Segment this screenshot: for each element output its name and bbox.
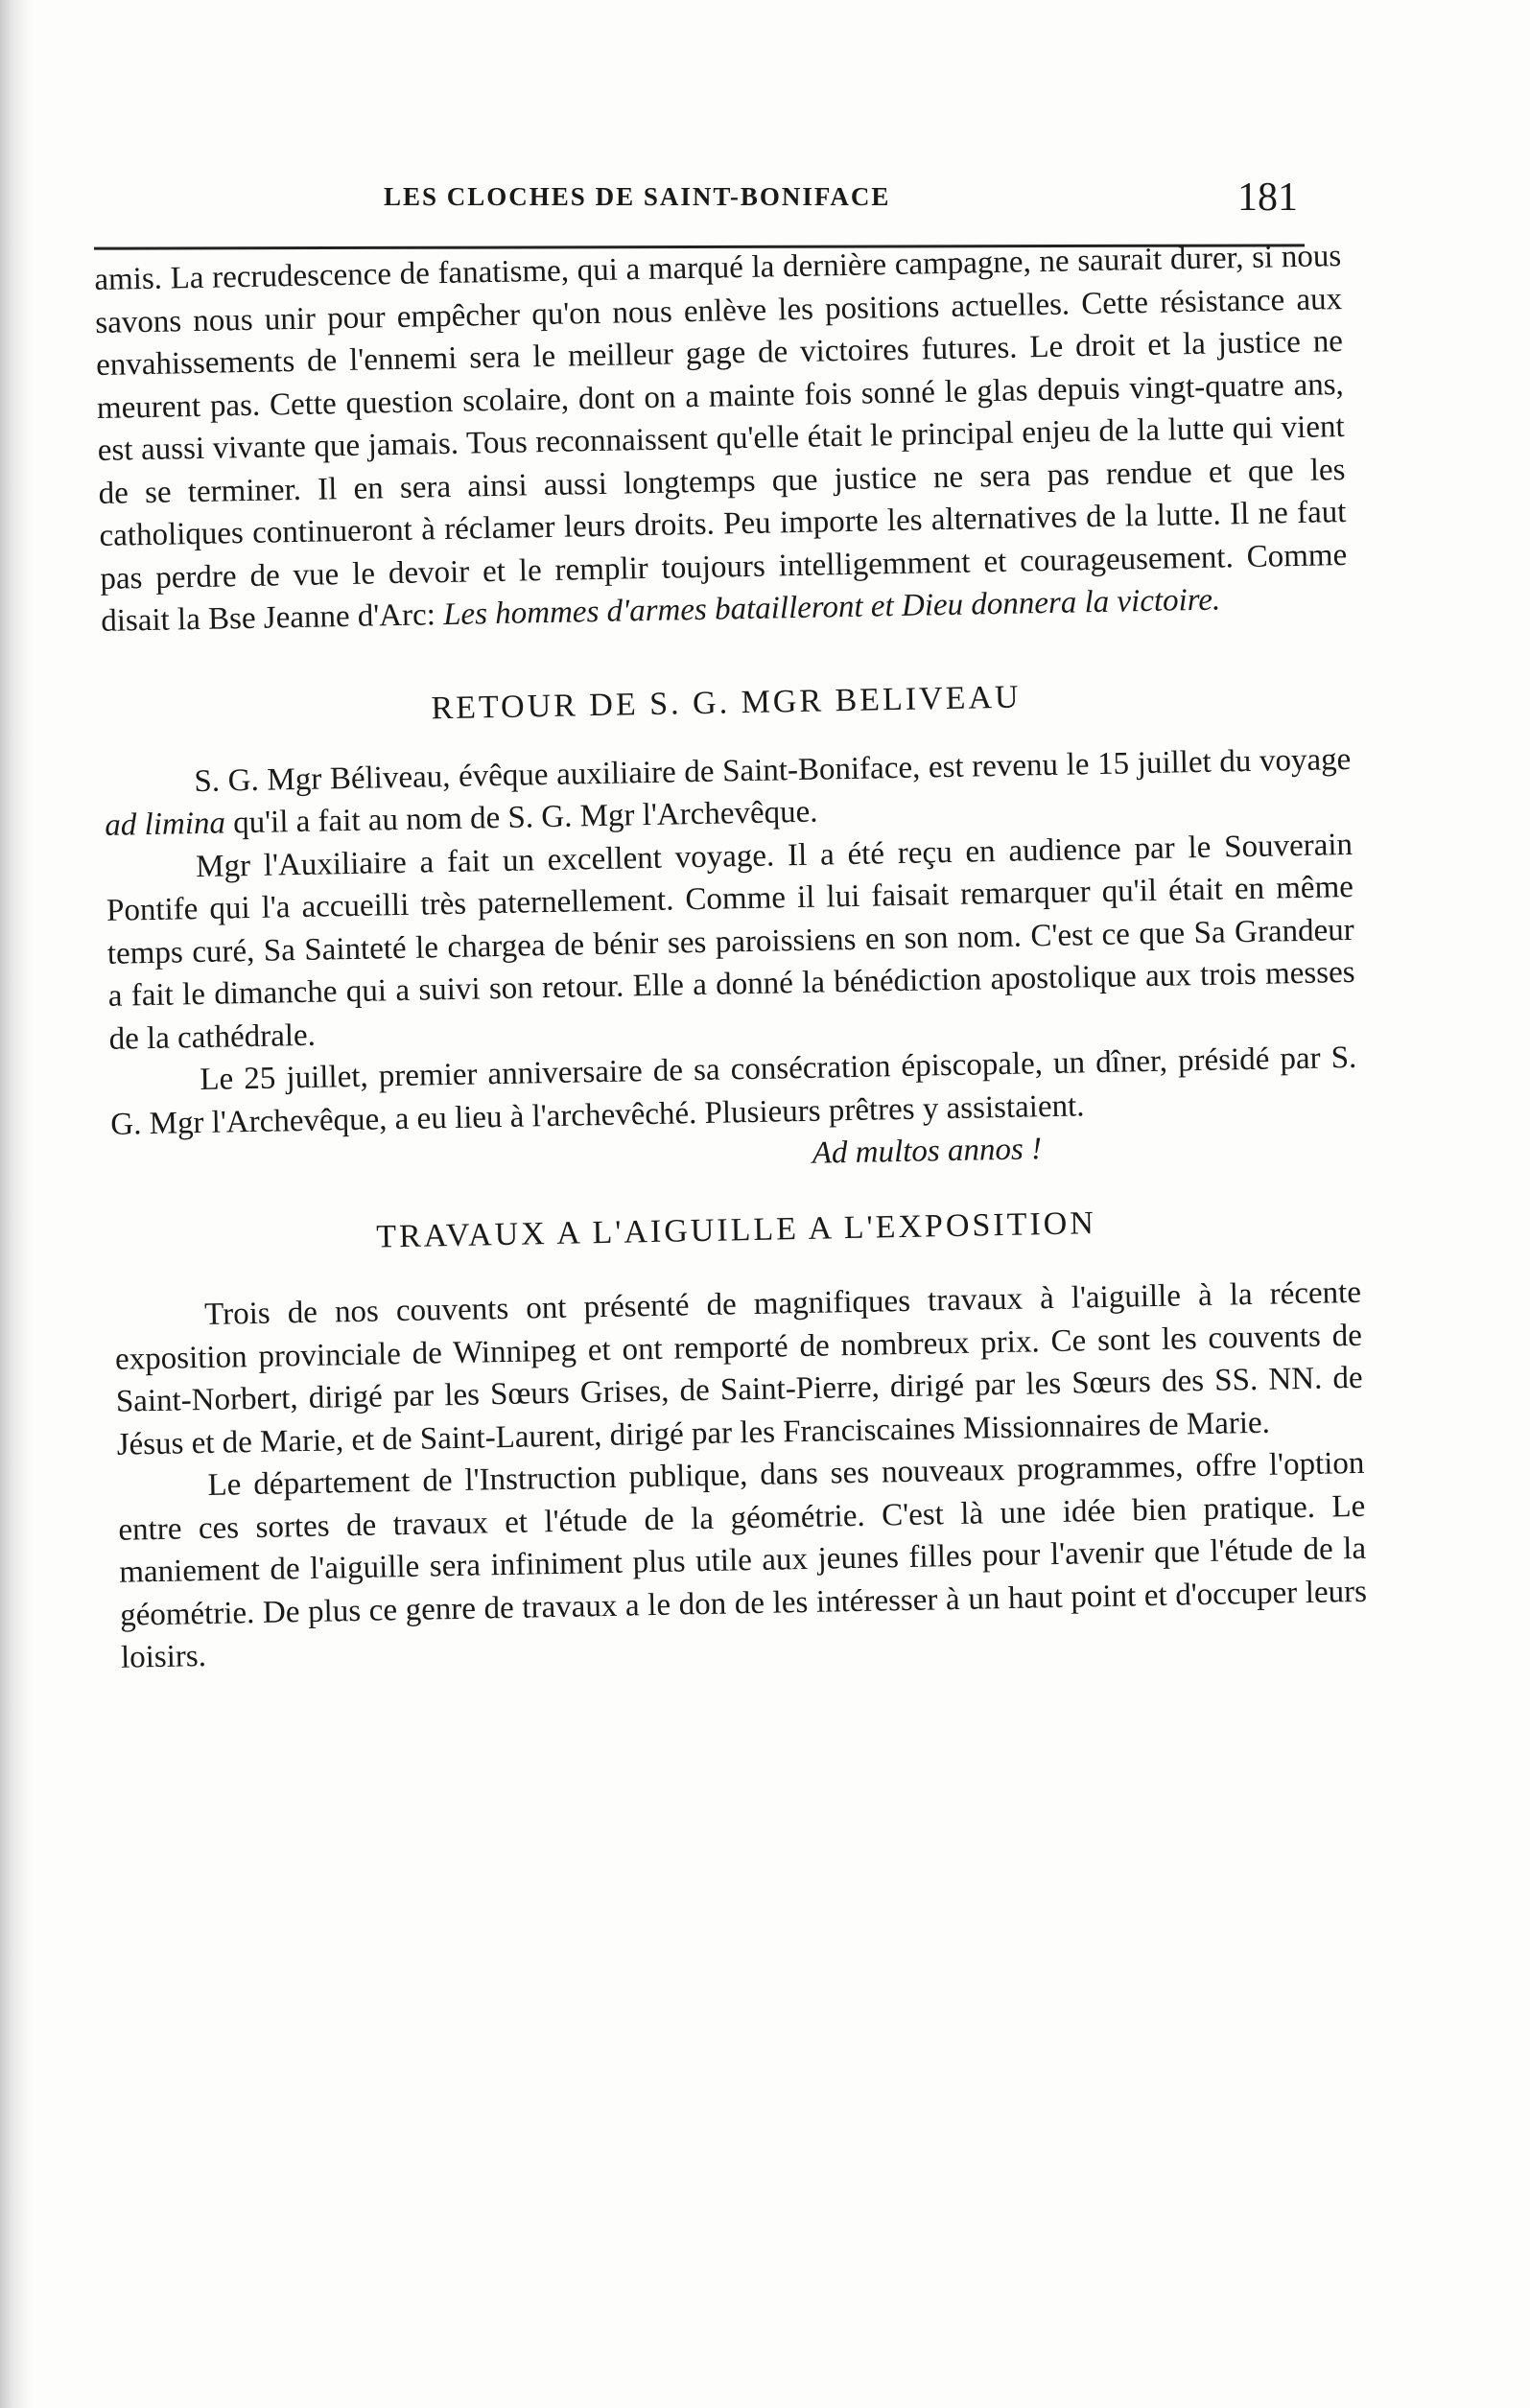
- page-binding-edge: [0, 0, 33, 2408]
- intro-text: amis. La recrudescence de fanatisme, qui a marqué la dernière campagne, ne saurait durer, si nous savons nous unir pour empêcher qu'on nous enlève les positions actuelles. Cette résistance aux envahissements de l'ennemi sera le meilleur gage de victoires futures. Le droit et la justice ne meurent pas. Cette question scolaire, dont on a mainte fois sonné le glas depuis vingt-quatre ans, est aussi vivante que jamais. Tous reconnaissent qu'elle était le principal enjeu de la lutte qui vient de se terminer. Il en sera ainsi aussi longtemps que justice ne sera pas rendue et que les catholiques continueront à réclamer leurs droits. Peu importe les alternatives de la lutte. Il ne faut pas perdre de vue le devoir et le remplir toujours intelligemment et courageusement. Comme disait la Bse Jeanne d'Arc:: [94, 239, 1348, 639]
- section-title-retour: RETOUR DE S. G. MGR BELIVEAU: [431, 679, 1022, 726]
- section1-p1-italic: ad limina: [105, 806, 226, 843]
- running-title: LES CLOCHES DE SAINT-BONIFACE: [384, 182, 891, 211]
- section-title-travaux: TRAVAUX A L'AIGUILLE A L'EXPOSITION: [375, 1205, 1097, 1255]
- intro-quote: Les hommes d'armes batailleront et Dieu donnera la victoire.: [442, 582, 1221, 633]
- page-number: 181: [1237, 175, 1298, 220]
- section1-p1-start: S. G. Mgr Béliveau, évêque auxiliaire de Saint-Boniface, est revenu le 15 juillet du voyage: [194, 741, 1352, 799]
- intro-paragraph: [94, 235, 1348, 643]
- closing-salutation: Ad multos annos !: [812, 1132, 1043, 1171]
- page-header: [384, 175, 1343, 232]
- section1-p1-end: qu'il a fait au nom de S. G. Mgr l'Archevêque.: [224, 794, 818, 841]
- section1-paragraph-2: Mgr l'Auxiliaire a fait un excellent voyage. Il a été reçu en audience par le Souverain Pontife qui l'a accueilli très paternellement. Comme il lui faisait remarquer qu'il était en même temps curé, Sa Sainteté le chargea de bénir ses paroissiens en son nom. C'est ce que Sa Grandeur a fait le dimanche qui a suivi son retour. Elle a donné la bénédiction apostolique aux trois messes de la cathédrale.: [106, 827, 1355, 1057]
- section2-paragraph-1: Trois de nos couvents ont présenté de magnifiques travaux à l'aiguille à la récente exposition provinciale de Winnipeg et ont remporté de nombreux prix. Ce sont les couvents de Saint-Norbert, dirigé par les Sœurs Grises, de Saint-Pierre, dirigé par les Sœurs des SS. NN. de Jésus et de Marie, et de Saint-Laurent, dirigé par les Franciscaines Missionnaires de Marie.: [114, 1274, 1363, 1462]
- page-content: [94, 235, 1368, 1679]
- section1-paragraph-3: Le 25 juillet, premier anniversaire de sa consécration épiscopale, un dîner, présidé par S. G. Mgr l'Archevêque, a eu lieu à l'archevêché. Plusieurs prêtres y assistaient.: [109, 1040, 1357, 1142]
- section2-paragraph-2: Le département de l'Instruction publique, dans ses nouveaux programmes, offre l'option entre ces sortes de travaux et l'étude de la géométrie. C'est là une idée bien pratique. Le maniement de l'aiguille sera infiniment plus utile aux jeunes filles pour l'avenir que l'étude de la géométrie. De plus ce genre de travaux a le don de les intéresser à un haut point et d'occuper leurs loisirs.: [118, 1445, 1368, 1675]
